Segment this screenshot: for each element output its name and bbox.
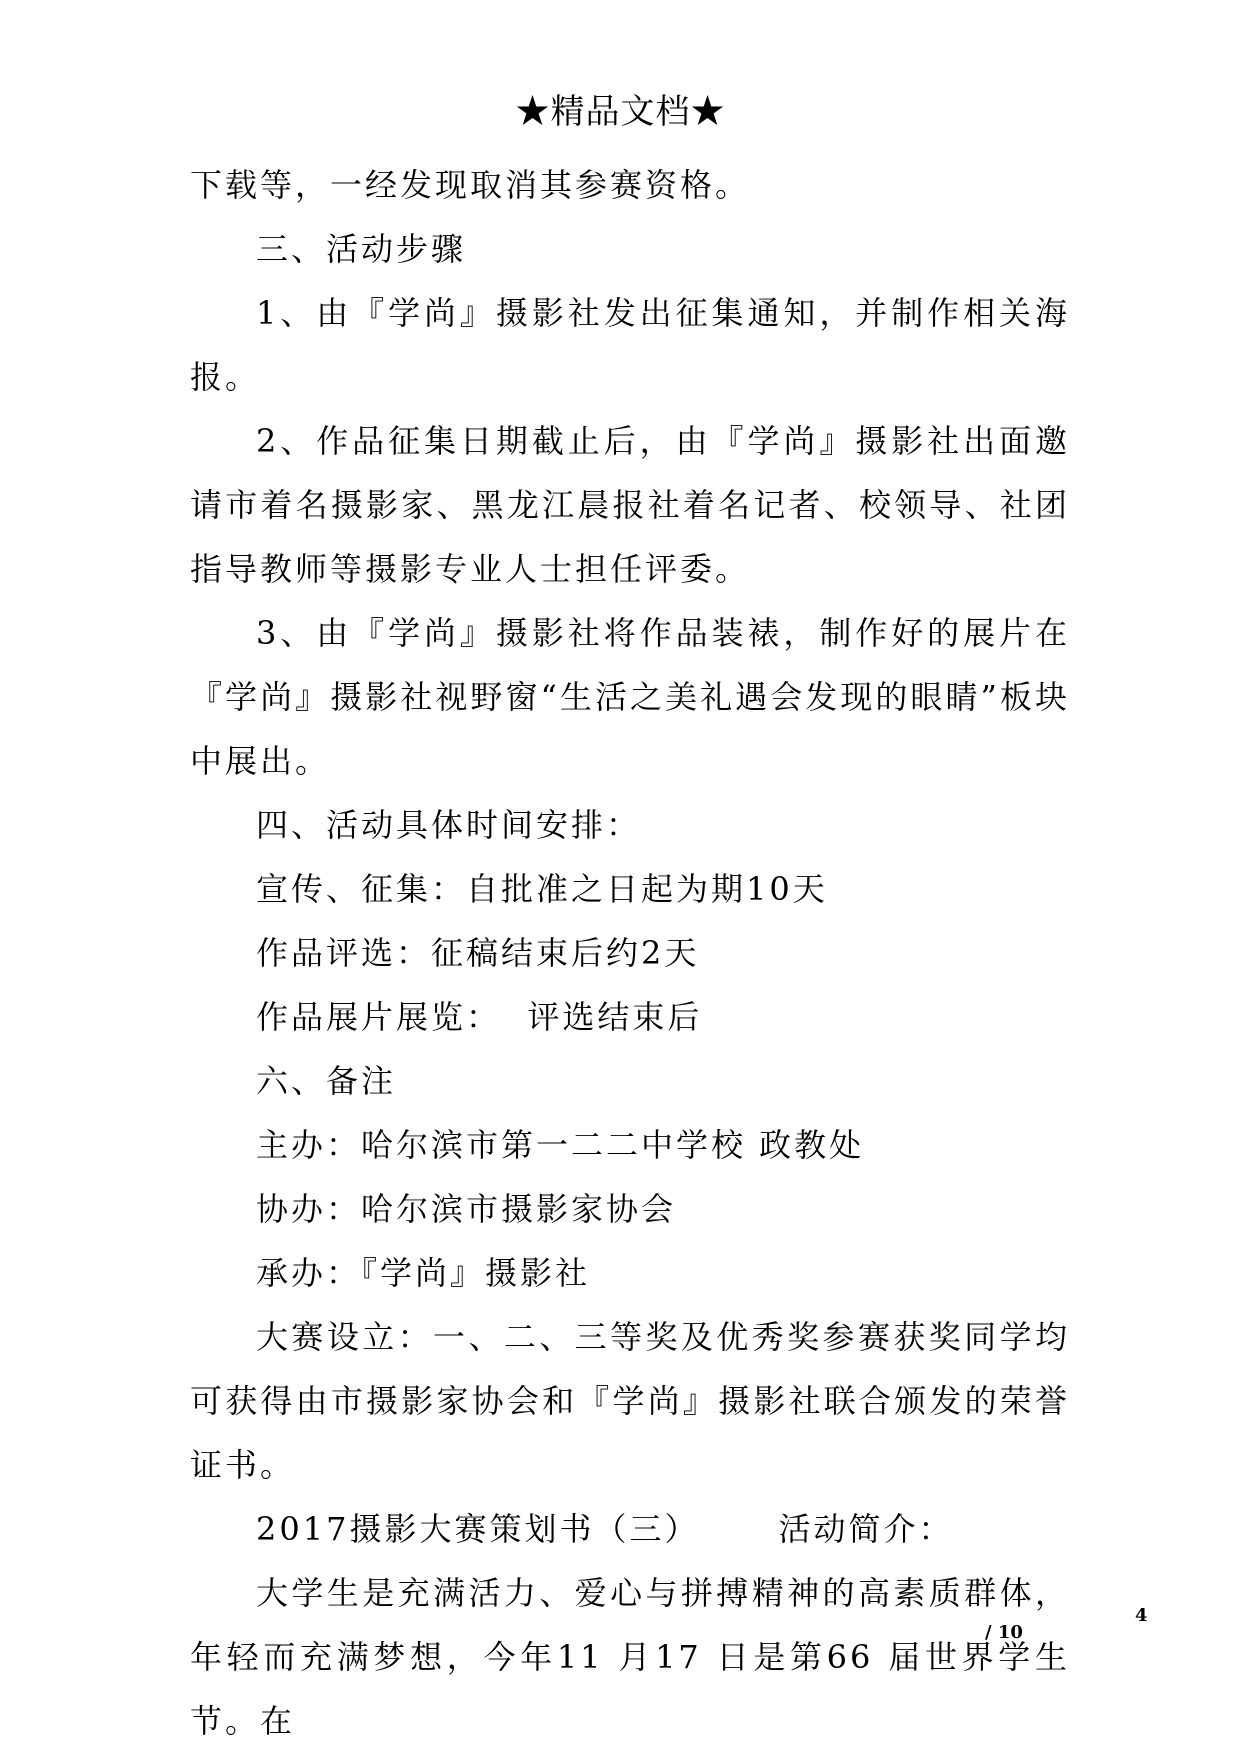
section-heading: 三、活动步骤: [256, 230, 467, 268]
schedule-item: 作品展片展览： 评选结束后: [256, 998, 703, 1036]
paragraph: 1、由『学尚』摄影社发出征集通知，并制作相关海报。: [190, 294, 1070, 396]
page-total: / 10: [985, 1622, 1023, 1643]
organizer-line: 协办：哈尔滨市摄影家协会: [256, 1190, 677, 1228]
paragraph: 大学生是充满活力、爱心与拼搏精神的高素质群体，年轻而充满梦想，今年11 月17 日是第66 届世界学生节。在: [190, 1574, 1070, 1740]
schedule-item: 宣传、征集：自批准之日起为期10天: [256, 870, 828, 908]
paragraph: 2、作品征集日期截止后，由『学尚』摄影社出面邀请市着名摄影家、黑龙江晨报社着名记者、校领导、社团指导教师等摄影专业人士担任评委。: [190, 422, 1070, 588]
section-heading: 四、活动具体时间安排：: [256, 806, 642, 844]
paragraph: 3、由『学尚』摄影社将作品装裱，制作好的展片在『学尚』摄影社视野窗“生活之美礼遇会发现的眼睛”板块中展出。: [190, 614, 1070, 780]
document-body: [190, 153, 1070, 1753]
paragraph: 下载等，一经发现取消其参赛资格。: [190, 166, 751, 204]
paragraph: 大赛设立：一、二、三等奖及优秀奖参赛获奖同学均可获得由市摄影家协会和『学尚』摄影社联合颁发的荣誉证书。: [190, 1318, 1070, 1484]
page-number: 4: [1135, 1605, 1148, 1626]
schedule-item: 作品评选：征稿结束后约2天: [256, 934, 700, 972]
organizer-line: 主办：哈尔滨市第一二二中学校 政教处: [256, 1126, 865, 1164]
organizer-line: 承办：『学尚』摄影社: [256, 1254, 591, 1292]
section-heading: 六、备注: [256, 1062, 397, 1100]
section-heading: 2017摄影大赛策划书（三） 活动简介：: [256, 1510, 954, 1548]
page-header-title: ★精品文档★: [515, 92, 726, 132]
